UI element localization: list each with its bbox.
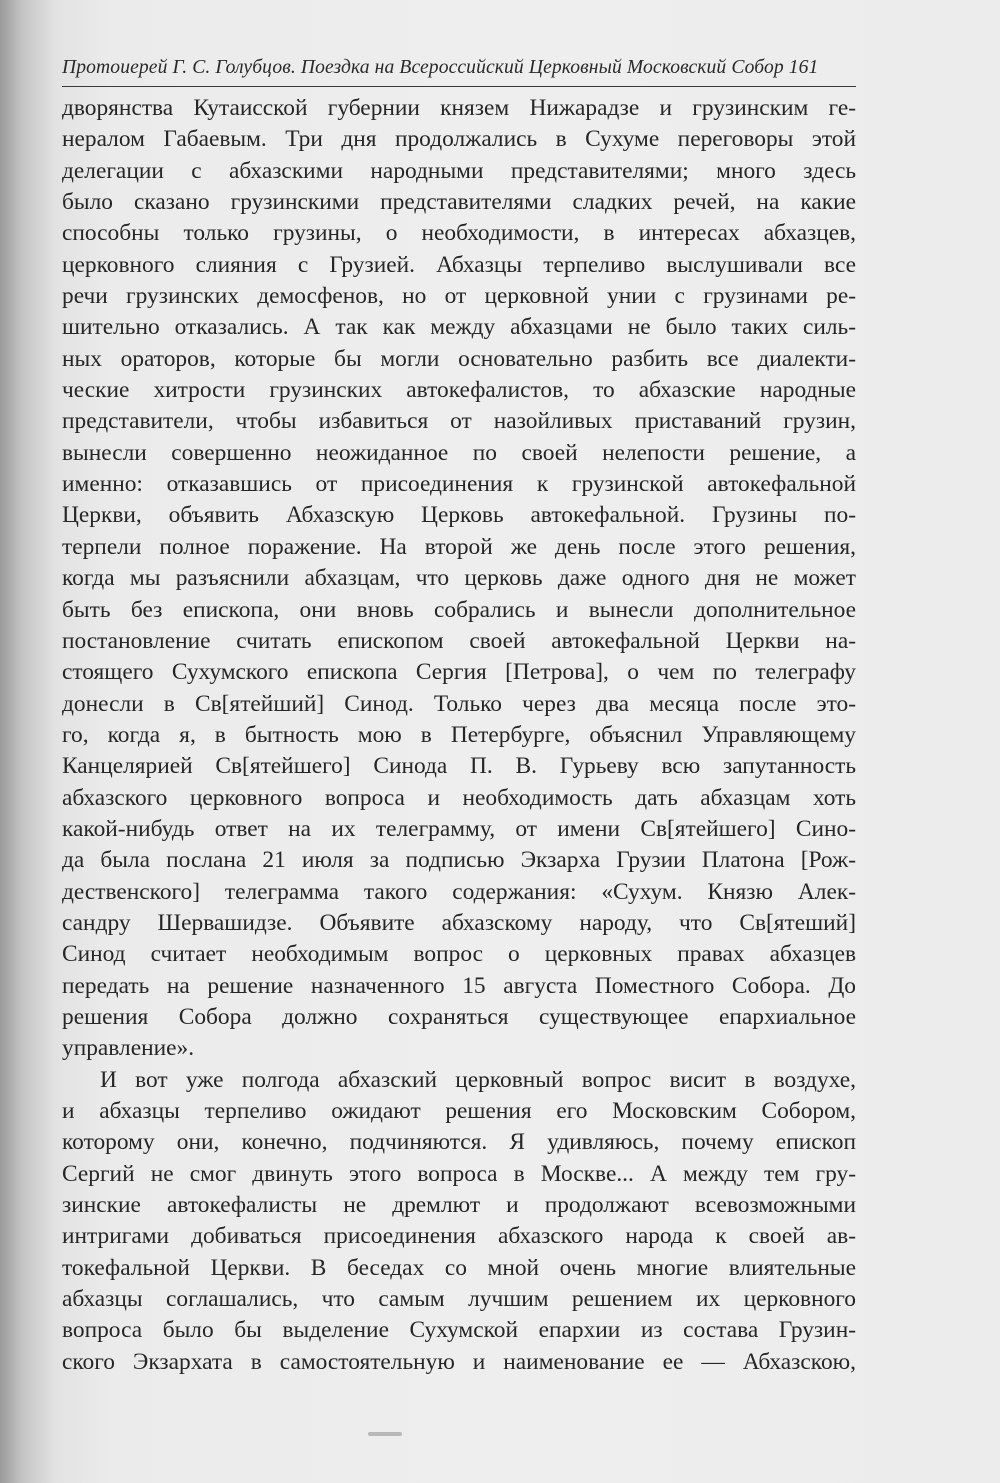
text-line: стоящего Сухумского епископа Сергия [Петрова], о чем по телеграфу bbox=[62, 659, 856, 686]
text-line: передать на решение назначенного 15 августа Поместного Собора. До bbox=[62, 972, 856, 999]
text-line: быть без епископа, они вновь собрались и вынесли дополнительное bbox=[62, 596, 856, 623]
text-line: ского Экзархата в самостоятельную и наименование ее — Абхазскою, bbox=[62, 1348, 856, 1375]
text-line: токефальной Церкви. В беседах со мной очень многие влиятельные bbox=[62, 1254, 856, 1281]
text-line: Синод считает необходимым вопрос о церковных правах абхазцев bbox=[62, 941, 856, 968]
text-line: которому они, конечно, подчиняются. Я удивляюсь, почему епископ bbox=[62, 1129, 856, 1156]
text-line: ческие хитрости грузинских автокефалистов, то абхазские народные bbox=[62, 377, 856, 404]
text-line: делегации с абхазскими народными представителями; много здесь bbox=[62, 157, 856, 184]
text-line: абхазского церковного вопроса и необходимость дать абхазцам хоть bbox=[62, 784, 856, 811]
text-line: способны только грузины, о необходимости, в интересах абхазцев, bbox=[62, 220, 856, 247]
text-line: го, когда я, в бытность мою в Петербурге, объяснил Управляющему bbox=[62, 721, 856, 748]
text-line: терпели полное поражение. На второй же день после этого решения, bbox=[62, 533, 856, 560]
page-smudge bbox=[368, 1432, 402, 1436]
text-line: абхазцы соглашались, что самым лучшим решением их церковного bbox=[62, 1286, 856, 1313]
text-line: речи грузинских демосфенов, но от церковной унии с грузинами ре- bbox=[62, 283, 856, 310]
text-line: нералом Габаевым. Три дня продолжались в Сухуме переговоры этой bbox=[62, 126, 856, 153]
text-line: донесли в Св[ятейший] Синод. Только через два месяца после это- bbox=[62, 690, 856, 717]
text-line: дественского] телеграмма такого содержания: «Сухум. Князю Алек- bbox=[62, 878, 856, 905]
text-line-first: И вот уже полгода абхазский церковный вопрос висит в воздухе, bbox=[100, 1066, 856, 1093]
text-line: Канцелярией Св[ятейшего] Синода П. В. Гурьеву всю запутанность bbox=[62, 753, 856, 780]
text-line: Церкви, объявить Абхазскую Церковь автокефальной. Грузины по- bbox=[62, 502, 856, 529]
text-line: решения Собора должно сохраняться существующее епархиальное bbox=[62, 1003, 856, 1030]
text-line: когда мы разъяснили абхазцам, что церковь даже одного дня не может bbox=[62, 565, 856, 592]
text-line: дворянства Кутаисской губернии князем Нижарадзе и грузинским ге- bbox=[62, 95, 856, 121]
paragraph-2 bbox=[62, 1065, 856, 1378]
text-line: вынесли совершенно неожиданное по своей нелепости решение, а bbox=[62, 439, 856, 466]
running-head: Протоиерей Г. С. Голубцов. Поездка на Всероссийский Церковный Московский Собор 161 bbox=[62, 57, 819, 78]
text-line: какой-нибудь ответ на их телеграмму, от имени Св[ятейшего] Сино- bbox=[62, 815, 856, 842]
text-line: церковного слияния с Грузией. Абхазцы терпеливо выслушивали все bbox=[62, 251, 856, 278]
text-line: представители, чтобы избавиться от назойливых приставаний грузин, bbox=[62, 408, 856, 435]
text-line: Сергий не смог двинуть этого вопроса в Москве... А между тем гру- bbox=[62, 1160, 856, 1187]
text-line: да была послана 21 июля за подписью Экзарха Грузии Платона [Рож- bbox=[62, 847, 856, 874]
text-line: именно: отказавшись от присоединения к грузинской автокефальной bbox=[62, 471, 856, 498]
text-line: интригами добиваться присоединения абхазского народа к своей ав- bbox=[62, 1223, 856, 1250]
text-line: было сказано грузинскими представителями сладких речей, на какие bbox=[62, 189, 856, 216]
text-line: и абхазцы терпеливо ожидают решения его Московским Собором, bbox=[62, 1098, 856, 1124]
text-line: вопроса было бы выделение Сухумской епархии из состава Грузин- bbox=[62, 1317, 856, 1344]
text-line-last: управление». bbox=[62, 1035, 195, 1062]
text-line: шительно отказались. А так как между абхазцами не было таких силь- bbox=[62, 314, 856, 341]
header-rule bbox=[62, 86, 856, 87]
text-line: ных ораторов, которые бы могли основательно разбить все диалекти- bbox=[62, 345, 856, 372]
text-line: постановление считать епископом своей автокефальной Церкви на- bbox=[62, 627, 856, 654]
text-line: сандру Шервашидзе. Объявите абхазскому народу, что Св[ятеший] bbox=[62, 909, 856, 936]
paragraph-1 bbox=[62, 93, 856, 1065]
body-text bbox=[62, 93, 856, 1378]
text-line: зинские автокефалисты не дремлют и продолжают всевозможными bbox=[62, 1192, 856, 1219]
